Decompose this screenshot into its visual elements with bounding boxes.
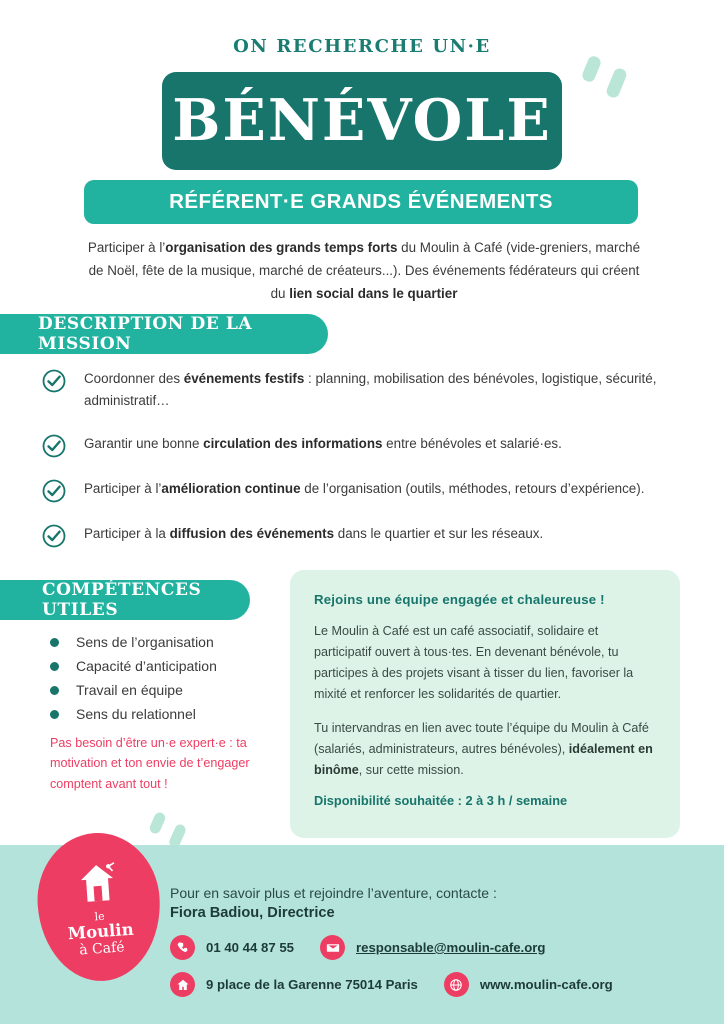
- page-title: BÉNÉVOLE: [172, 87, 552, 154]
- list-item: [50, 634, 280, 650]
- poster-subtitle-bar: [84, 180, 638, 224]
- decorative-dash-2: [605, 67, 628, 100]
- list-item-text: [84, 478, 644, 500]
- mission-0-pre: Coordonner des: [84, 371, 184, 386]
- competences-note: Pas besoin d’être un·e expert·e : ta motivation et ton envie de t’engager comptent avant tout !: [50, 736, 250, 791]
- contact-row-1: [170, 935, 710, 960]
- intro-bold2: lien social dans le quartier: [289, 286, 458, 302]
- bullet-dot-icon: [50, 662, 59, 671]
- mission-1-post: entre bénévoles et salarié·es.: [382, 435, 562, 451]
- list-item-text: Sens de l’organisation: [76, 634, 214, 650]
- mission-3-pre: Participer à la: [84, 525, 170, 541]
- check-circle-icon: [42, 369, 66, 393]
- bullet-dot-icon: [50, 710, 59, 719]
- contact-address: [170, 972, 418, 997]
- contact-phone[interactable]: [170, 935, 294, 960]
- check-circle-icon: [42, 479, 66, 503]
- list-item: [42, 433, 690, 458]
- section-header-mission-label: DESCRIPTION DE LA MISSION: [38, 314, 253, 354]
- mission-1-pre: Garantir une bonne: [84, 435, 204, 451]
- list-item: [50, 706, 280, 722]
- intro-part1: Participer à l’: [87, 240, 166, 255]
- home-icon: [170, 972, 195, 997]
- section-header-mission: [0, 314, 328, 354]
- team-card-paragraph-2: [314, 718, 656, 781]
- contact-row-2: [170, 972, 710, 997]
- team-card-p2-pre: Tu intervandras en lien avec toute l’équipe du Moulin à Café (salariés, administrateurs, autres bénévoles),: [314, 720, 649, 756]
- windmill-icon: [75, 859, 120, 906]
- footer-content: [170, 885, 710, 1009]
- bullet-dot-icon: [50, 686, 59, 695]
- team-info-card: [290, 570, 680, 838]
- mission-2-pre: Participer à l’: [84, 480, 162, 496]
- list-item-text: [84, 368, 674, 413]
- mission-1-bold: circulation des informations: [203, 435, 383, 451]
- logo-line-1: le: [94, 909, 106, 924]
- list-item: [42, 368, 690, 413]
- logo-line-2: Moulin: [67, 919, 135, 944]
- bullet-dot-icon: [50, 638, 59, 647]
- mission-3-bold: diffusion des événements: [169, 525, 335, 541]
- intro-bold1: organisation des grands temps forts: [165, 240, 398, 255]
- decorative-dash-1: [581, 55, 603, 84]
- logo-text: [66, 908, 135, 959]
- list-item-text: Travail en équipe: [76, 682, 183, 698]
- availability-text: Disponibilité souhaitée : 2 à 3 h / semaine: [314, 793, 568, 809]
- contact-website[interactable]: [444, 972, 613, 997]
- poster-kicker: ON RECHERCHE UN·E: [233, 36, 491, 57]
- section-header-competences-label: COMPÉTENCES UTILES: [42, 580, 202, 620]
- intro-paragraph: [86, 236, 642, 305]
- phone-number: 01 40 44 87 55: [206, 940, 294, 955]
- poster-subtitle: RÉFÉRENT·E GRANDS ÉVÉNEMENTS: [169, 190, 553, 213]
- website-url[interactable]: www.moulin-cafe.org: [479, 977, 613, 992]
- email-address[interactable]: responsable@moulin-cafe.org: [356, 940, 546, 955]
- section-header-competences: [0, 580, 250, 620]
- list-item: [50, 658, 280, 674]
- mission-2-post: de l’organisation (outils, méthodes, retours d’expérience).: [300, 480, 645, 496]
- mission-3-post: dans le quartier et sur les réseaux.: [334, 525, 544, 541]
- globe-icon: [444, 972, 469, 997]
- footer-lead-text: Pour en savoir plus et rejoindre l’aventure, contacte :: [170, 885, 497, 901]
- poster-title-card: [162, 72, 562, 170]
- team-card-p2-bold: idéalement en binôme: [314, 741, 653, 777]
- list-item: [42, 523, 690, 548]
- mission-0-bold: événements festifs: [183, 371, 305, 386]
- check-circle-icon: [42, 434, 66, 458]
- mission-2-bold: amélioration continue: [161, 480, 301, 496]
- mission-list: [42, 368, 690, 568]
- list-item-text: Capacité d’anticipation: [76, 658, 217, 674]
- competences-list: [50, 634, 280, 730]
- logo-line-3: à Café: [78, 938, 126, 959]
- intro-part2: du Moulin à Café (vide-greniers, marché de Noël, fête de la musique, marché de créateurs...). Des événements fédérateurs qui créent du: [88, 240, 641, 302]
- phone-icon: [170, 935, 195, 960]
- list-item-text: [84, 433, 562, 455]
- mission-0-post: : planning, mobilisation des bénévoles, logistique, sécurité, administratif…: [84, 371, 657, 409]
- contact-email[interactable]: [320, 935, 545, 960]
- envelope-icon: [320, 935, 345, 960]
- contact-person-name: Fiora Badiou, Directrice: [170, 905, 335, 921]
- list-item: [50, 682, 280, 698]
- team-card-p2-post: , sur cette mission.: [358, 762, 464, 777]
- team-card-paragraph-1: Le Moulin à Café est un café associatif, solidaire et participatif ouvert à tous·tes. En devenant bénévole, tu participes à des projets visant à tisser du lien, favoriser la mixité et renforcer les solidarités de quartier.: [314, 624, 634, 702]
- list-item-text: [84, 523, 543, 545]
- list-item-text: Sens du relationnel: [76, 706, 196, 722]
- decorative-dash-3: [148, 811, 167, 836]
- team-card-title: Rejoins une équipe engagée et chaleureuse !: [314, 592, 605, 607]
- list-item: [42, 478, 690, 503]
- check-circle-icon: [42, 524, 66, 548]
- address-text: 9 place de la Garenne 75014 Paris: [206, 977, 418, 992]
